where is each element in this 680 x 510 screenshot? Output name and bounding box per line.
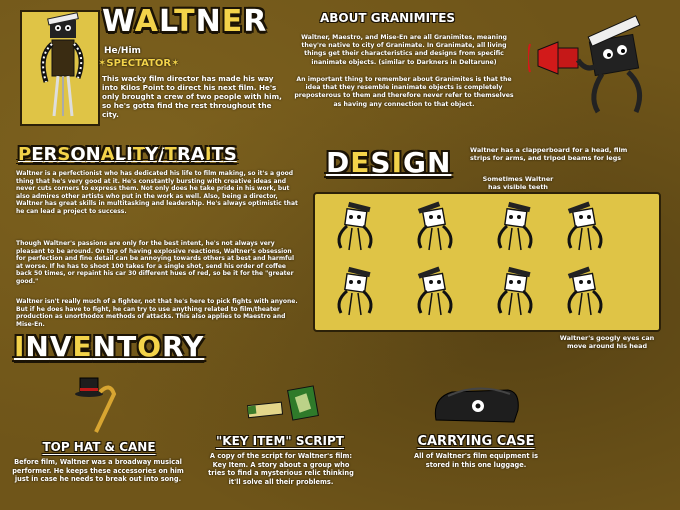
- title-letter: E: [72, 330, 93, 363]
- clapper-sketch: [568, 201, 601, 250]
- title-letter: O: [70, 144, 86, 165]
- about-para1: Waltner, Maestro, and Mise-En are all Granimites, meaning they're native to city of Granimate. In Granimate, all living things get their characteristics and designs from specific inanimate objects. (similar to Darkners in Deltarune): [301, 34, 507, 66]
- name-letter: L: [158, 4, 175, 39]
- item-title: CARRYING CASE: [417, 434, 535, 449]
- title-letter: /: [158, 144, 165, 165]
- design-note-eyes: Waltner's googly eyes can move around his head: [559, 334, 655, 351]
- title-letter: N: [92, 330, 118, 363]
- clapper-sketch: [418, 266, 451, 315]
- title-letter: S: [223, 144, 237, 165]
- item-title: "KEY ITEM" SCRIPT: [216, 434, 344, 448]
- title-letter: E: [350, 146, 371, 179]
- title-letter: N: [426, 146, 452, 179]
- title-letter: I: [14, 330, 26, 363]
- design-sketches: [315, 194, 659, 330]
- title-letter: N: [25, 330, 50, 363]
- name-letter: A: [134, 4, 159, 39]
- title-letter: T: [164, 144, 178, 165]
- character-name: [102, 4, 267, 39]
- title-letter: R: [162, 330, 184, 363]
- title-letter: I: [126, 144, 133, 165]
- title-letter: S: [57, 144, 71, 165]
- title-letter: A: [190, 144, 205, 165]
- title-letter: L: [114, 144, 127, 165]
- title-letter: T: [132, 144, 146, 165]
- waltner-portrait: [22, 12, 98, 124]
- about-title: ABOUT GRANIMITES: [320, 11, 456, 25]
- title-letter: P: [18, 144, 32, 165]
- role-label: SPECTATOR: [106, 58, 172, 69]
- title-letter: O: [137, 330, 163, 363]
- title-letter: I: [204, 144, 212, 165]
- personality-para3: Waltner isn't really much of a fighter, not that he's here to pick fights with anyone. But if he does have to fight, he can try to use anything related to film/theater production as unorthodox methods of attacks. This also applies to Maestro and Mise-En.: [16, 298, 298, 328]
- title-letter: G: [402, 146, 427, 179]
- title-letter: A: [100, 144, 115, 165]
- item-desc: A copy of the script for Waltner's film: Key Item. A story about a group who tries to find a mysterious relic thinking it'll solve all their problems.: [208, 452, 354, 486]
- portrait-panel: [20, 10, 100, 126]
- design-note-teeth: Sometimes Waltner has visible teeth: [482, 175, 554, 192]
- name-letter: E: [221, 4, 244, 39]
- star-icon: ✶: [171, 58, 180, 69]
- title-letter: N: [85, 144, 101, 165]
- carrying-case-icon: [428, 380, 524, 434]
- title-letter: T: [117, 330, 138, 363]
- bio-text: This wacky film director has made his way into Kilos Point to direct his next film. He's only brought a crew of two people with him, so he's gotta find the rest throughout the city.: [102, 74, 282, 119]
- clapper-sketch: [568, 266, 601, 315]
- clapper-character-illustration: [528, 8, 668, 118]
- megaphone-character: [528, 8, 668, 122]
- clapper-sketch: [499, 267, 531, 315]
- design-title: [326, 146, 451, 179]
- title-letter: R: [43, 144, 58, 165]
- name-letter: N: [195, 4, 222, 39]
- about-para2: An important thing to remember about Granimites is that the idea that they resemble inanimate objects is completely preposterous to them and therefore never refer to themselves as having any connection to that object.: [294, 76, 514, 108]
- title-letter: I: [391, 146, 403, 179]
- item-title: TOP HAT & CANE: [42, 440, 156, 454]
- personality-para1: Waltner is a perfectionist who has dedicated his life to film making, so it's a good thing that he's very good at it. He's constantly bursting with creative ideas and never cuts corners to express them. Not only does he take pride in his work, but also admires other artists who put in the work as well. Also, being a director, Waltner has great skills in multitasking and leadership. He's always optimistic that he can lead a project to success.: [16, 170, 298, 215]
- inventory-title: [14, 330, 204, 363]
- title-letter: Y: [183, 330, 205, 363]
- item-desc: Before film, Waltner was a broadway musical performer. He keeps these accessories on him just in case he needs to break out into song.: [12, 458, 184, 484]
- title-letter: S: [370, 146, 392, 179]
- title-letter: D: [326, 146, 351, 179]
- title-letter: Y: [145, 144, 159, 165]
- design-note-head: Waltner has a clapperboard for a head, film strips for arms, and tripod beams for legs: [470, 146, 628, 163]
- title-letter: E: [31, 144, 44, 165]
- title-letter: V: [49, 330, 73, 363]
- personality-title: [18, 144, 237, 165]
- top-hat-cane-icon: [66, 372, 126, 440]
- name-letter: W: [102, 4, 135, 39]
- name-letter: R: [243, 4, 268, 39]
- clapper-sketch: [499, 202, 531, 250]
- title-letter: T: [211, 144, 224, 165]
- script-icon: [244, 384, 324, 428]
- item-desc: All of Waltner's film equipment is stored in this one luggage.: [413, 452, 539, 469]
- title-letter: R: [177, 144, 191, 165]
- clapper-sketch: [339, 202, 371, 250]
- pronouns: He/Him: [104, 46, 141, 56]
- role-badge: [98, 58, 180, 69]
- clapper-sketch: [418, 201, 451, 250]
- clapper-sketch: [339, 267, 371, 315]
- star-icon: ✶: [98, 58, 107, 69]
- design-sheet-panel: [313, 192, 661, 332]
- name-letter: T: [174, 4, 196, 39]
- personality-para2: Though Waltner's passions are only for the best intent, he's not always very pleasant to be around. On top of having explosive reactions, Waltner's obsession for perfection and fine detail can be annoying towards others at best and harmful at worse. If he has to shoot 100 takes for a single shot, send his order of coffee back 50 times, or repaint his car 30 different hues of red, so be it for the "greater good.": [16, 240, 295, 285]
